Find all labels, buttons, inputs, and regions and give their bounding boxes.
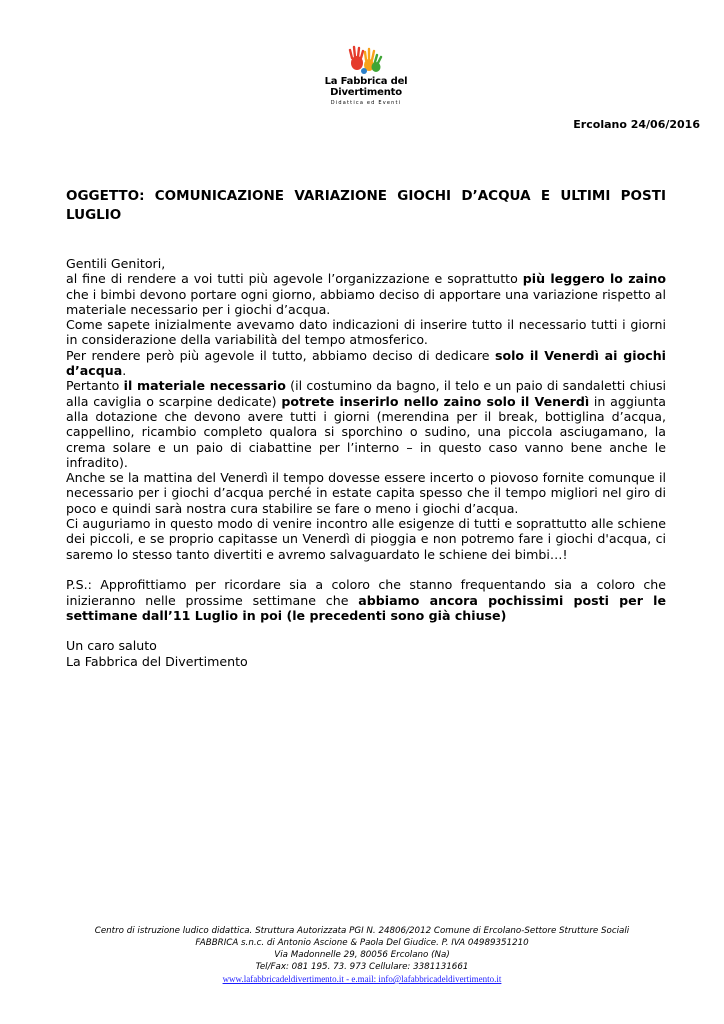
bold-span: potrete inserirlo nello zaino solo il Venerdì: [281, 393, 590, 409]
footer-links[interactable]: www.lafabbricadeldivertimento.it - e.mail: info@lafabbricadeldivertimento.it: [222, 974, 502, 984]
paragraph-3: [66, 348, 666, 379]
paragraph-1: [66, 271, 666, 317]
text-span: Pertanto: [66, 378, 124, 394]
text-span: che i bimbi devono portare ogni giorno, abbiamo deciso di apportare una variazione rispetto al materiale necessario per i giochi d’acqua.: [66, 286, 666, 317]
logo-tagline: Didattica ed Eventi: [330, 100, 402, 106]
paragraph-6: Ci auguriamo in questo modo di venire incontro alle esigenze di tutti e soprattutto alle schiene dei piccoli, e se proprio capitasse un Venerdì di pioggia e non potremo fare i giochi d'acqua, ci saremo lo stesso tanto divertiti e avremo salvaguardato le schiene dei bimbi…!: [66, 516, 666, 562]
letter-subject: OGGETTO: COMUNICAZIONE VARIAZIONE GIOCHI D’ACQUA E ULTIMI POSTI LUGLIO: [66, 188, 666, 223]
closing-signature: La Fabbrica del Divertimento: [66, 653, 248, 669]
text-span: Per rendere però più agevole il tutto, abbiamo deciso di dedicare: [66, 347, 495, 363]
bold-span: il materiale necessario: [123, 378, 286, 394]
footer-line-1: Centro di istruzione ludico didattica. Struttura Autorizzata PGI N. 24806/2012 Comune di Ercolano-Settore Strutture Sociali: [94, 926, 630, 936]
closing-greeting: Un caro saluto: [66, 638, 157, 654]
footer-line-4: Tel/Fax: 081 195. 73. 973 Cellulare: 3381131661: [255, 962, 469, 972]
text-span: P.S.: Approfittiamo per ricordare sia a coloro che stanno frequentando sia a coloro che inizieranno nelle prossime settimane che: [66, 577, 666, 608]
company-logo: [318, 44, 414, 116]
logo-text-line1: La Fabbrica del: [324, 76, 408, 87]
postscript: [66, 577, 666, 623]
logo-text-line2: Divertimento: [330, 87, 402, 98]
text-span: in aggiunta alla dotazione che devono avere tutti i giorni (merendina per il break, bottiglina d’acqua, cappellino, ricambio completo qualora si sporchino o sudino, una piccola asciugamano, la crema solare e un paio di ciabattine per l’interno – in questo caso vanno bene anche le infradito).: [66, 393, 666, 470]
spacer: [66, 623, 666, 638]
spacer: [66, 562, 666, 577]
bold-span: abbiamo ancora pochissimi posti per le settimane dall’11 Luglio in poi (le precedenti sono già chiuse): [66, 592, 666, 623]
paragraph-2: Come sapete inizialmente avevamo dato indicazioni di inserire tutto il necessario tutti i giorni in considerazione della variabilità del tempo atmosferico.: [66, 317, 666, 348]
letter-body: [66, 256, 666, 669]
bold-span: più leggero lo zaino: [522, 271, 666, 287]
letterhead-footer: [20, 925, 704, 985]
text-span: .: [122, 363, 127, 379]
footer-line-2: FABBRICA s.n.c. di Antonio Ascione & Paola Del Giudice. P. IVA 04989351210: [195, 938, 529, 948]
bold-span: solo il Venerdì ai giochi d’acqua: [66, 347, 666, 379]
salutation: Gentili Genitori,: [66, 256, 166, 271]
paragraph-4: [66, 378, 666, 470]
paragraph-5: Anche se la mattina del Venerdì il tempo dovesse essere incerto o piovoso fornite comunque il necessario per i giochi d’acqua perché in estate capita spesso che il tempo migliori nel giro di poco e quindi sarà nostra cura stabilire se fare o meno i giochi d’acqua.: [66, 470, 666, 516]
footer-line-3: Via Madonnelle 29, 80056 Ercolano (Na): [274, 950, 450, 960]
text-span: al fine di rendere a voi tutti più agevole l’organizzazione e soprattutto: [66, 271, 523, 287]
hands-logo-icon: [346, 44, 386, 74]
letter-date: Ercolano 24/06/2016: [573, 118, 700, 131]
text-span: (il costumino da bagno, il telo e un paio di sandaletti chiusi alla caviglia o scarpine dedicate): [66, 378, 667, 409]
